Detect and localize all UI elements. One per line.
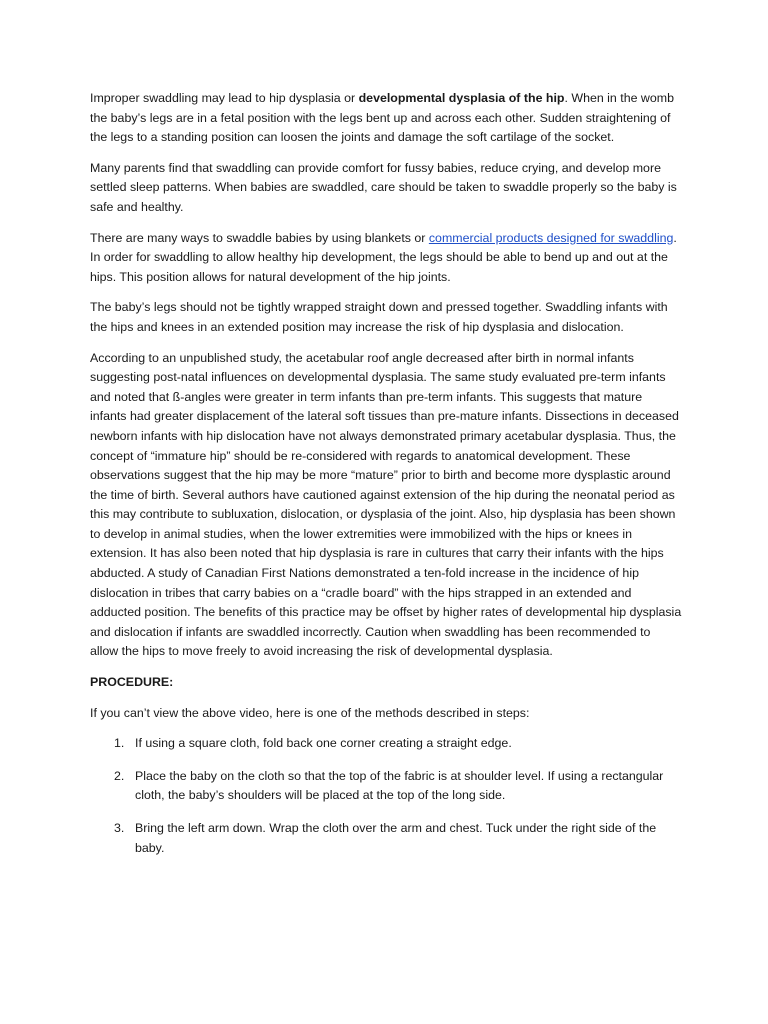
paragraph-swaddling-benefits: Many parents find that swaddling can provide comfort for fussy babies, reduce crying, and develop more settled sleep patterns. When babies are swaddled, care should be taken to swaddle properly so the baby is safe and healthy.	[90, 160, 677, 214]
list-item	[90, 767, 682, 806]
paragraph-legs-warning: The baby’s legs should not be tightly wrapped straight down and pressed together. Swaddling infants with the hips and knees in an extended position may increase the risk of hip dysplasia and dislocation.	[90, 300, 668, 334]
procedure-heading: PROCEDURE:	[90, 675, 174, 690]
list-item	[90, 819, 682, 858]
list-item	[90, 734, 682, 754]
procedure-intro: If you can’t view the above video, here is one of the methods described in steps:	[90, 705, 530, 720]
procedure-steps-list	[90, 734, 682, 858]
paragraph-text: Improper swaddling may lead to hip dysplasia or	[90, 91, 359, 105]
document-page	[90, 89, 682, 871]
commercial-products-link[interactable]: commercial products designed for swaddling	[428, 230, 674, 245]
step-text: Bring the left arm down. Wrap the cloth over the arm and chest. Tuck under the right side of the baby.	[135, 821, 657, 855]
step-number: 3.	[114, 821, 125, 835]
paragraph-text: There are many ways to swaddle babies by using blankets or	[90, 230, 429, 245]
paragraph-hip-dysplasia-intro	[90, 89, 682, 148]
paragraph-swaddling-methods	[90, 229, 682, 288]
step-text: Place the baby on the cloth so that the top of the fabric is at shoulder level. If using a rectangular cloth, the baby’s shoulders will be placed at the top of the long side.	[135, 768, 664, 803]
step-number: 1.	[114, 736, 125, 751]
paragraph-text: . In order for swaddling to allow healthy hip development, the legs should be able to bend up and out at the hips. This position allows for natural development of the hip joints.	[90, 230, 677, 284]
step-number: 2.	[114, 768, 125, 783]
paragraph-study: According to an unpublished study, the acetabular roof angle decreased after birth in normal infants suggesting post-natal influences on developmental dysplasia. The same study evaluated pre-term infants and noted that ß-angles were greater in term infants than pre-term infants. This suggests that mature infants had greater displacement of the lateral soft tissues than pre-mature infants. Dissections in deceased newborn infants with hip dislocation have not always demonstrated primary acetabular dysplasia. Thus, the concept of “immature hip” should be re-considered with regards to anatomical development. These observations suggest that the hip may be more “mature” prior to birth and become more dysplastic around the time of birth. Several authors have cautioned against extension of the hip during the neonatal period as this may contribute to subluxation, dislocation, or dysplasia of the joint. Also, hip dysplasia has been shown to develop in animal studies, when the lower extremities were immobilized with the hips or knees in extension. It has also been noted that hip dysplasia is rare in cultures that carry their infants with the hips abducted. A study of Canadian First Nations demonstrated a ten-fold increase in the incidence of hip dislocation in tribes that carry babies on a “cradle board” with the hips strapped in an extended and adducted position. The benefits of this practice may be offset by higher rates of developmental hip dysplasia and dislocation if infants are swaddled incorrectly. Caution when swaddling has been recommended to allow the hips to move freely to avoid increasing the risk of developmental dysplasia.	[90, 350, 682, 659]
bold-term-ddh: developmental dysplasia of the hip	[358, 91, 565, 105]
paragraph-text: . When in the womb the baby’s legs are in a fetal position with the legs bent up and across each other. Sudden straightening of the legs to a standing position can loosen the joints and damage the soft cartilage of the socket.	[90, 91, 674, 145]
step-text: If using a square cloth, fold back one corner creating a straight edge.	[135, 736, 512, 751]
